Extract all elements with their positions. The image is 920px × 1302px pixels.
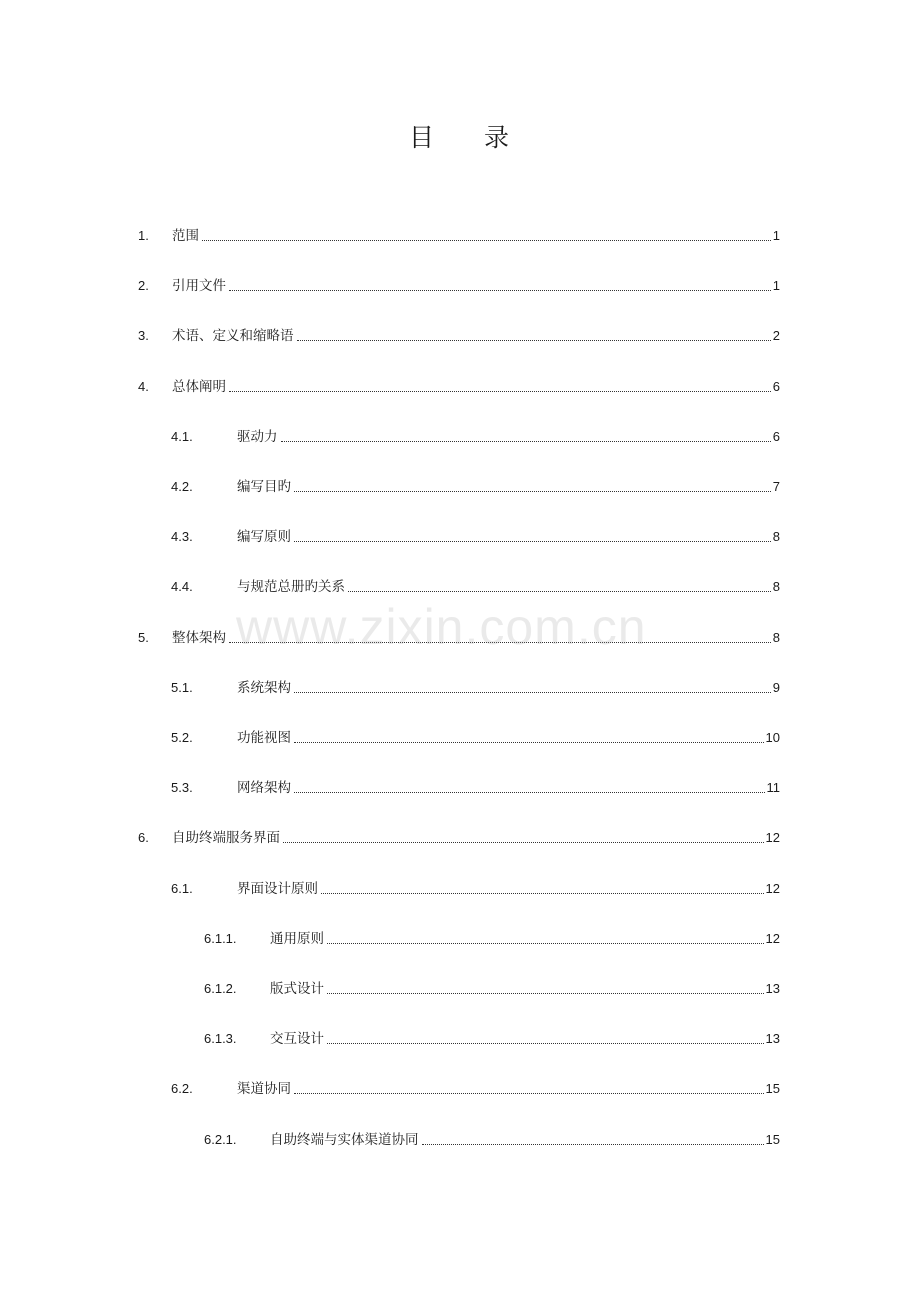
toc-entry-number: 5. bbox=[138, 630, 149, 645]
toc-entry-number: 6.2.1. bbox=[204, 1132, 237, 1147]
toc-dot-leader bbox=[229, 391, 771, 392]
toc-entry[interactable] bbox=[138, 276, 780, 296]
toc-entry-label: 编写原则 bbox=[237, 529, 291, 544]
toc-title bbox=[0, 118, 920, 154]
toc-title-char-2: 录 bbox=[484, 123, 512, 152]
toc-entry-number: 6.1.3. bbox=[204, 1031, 237, 1046]
toc-entry-page-number: 12 bbox=[765, 830, 780, 845]
toc-entry-page-number: 15 bbox=[765, 1132, 780, 1147]
toc-dot-leader bbox=[297, 340, 771, 341]
toc-entry-page-number: 1 bbox=[772, 278, 780, 293]
toc-entry[interactable] bbox=[138, 326, 780, 346]
toc-entry[interactable] bbox=[171, 879, 780, 899]
watermark: www.zixin.com.cn bbox=[236, 599, 647, 655]
toc-entry[interactable] bbox=[171, 427, 780, 447]
toc-dot-leader bbox=[294, 742, 764, 743]
toc-entry-label: 范围 bbox=[172, 228, 199, 243]
toc-entry-page-number: 2 bbox=[772, 328, 780, 343]
toc-entry-label: 功能视图 bbox=[237, 730, 291, 745]
toc-dot-leader bbox=[348, 591, 771, 592]
toc-entry-page-number: 8 bbox=[772, 579, 780, 594]
toc-entry-label: 版式设计 bbox=[270, 981, 324, 996]
toc-entry[interactable] bbox=[171, 527, 780, 547]
toc-entry[interactable] bbox=[204, 979, 780, 999]
toc-entry[interactable] bbox=[171, 678, 780, 698]
toc-title-char-1: 目 bbox=[408, 123, 436, 152]
toc-dot-leader bbox=[202, 240, 771, 241]
toc-entry-number: 4.2. bbox=[171, 479, 193, 494]
toc-entry-label: 渠道协同 bbox=[237, 1081, 291, 1096]
toc-entry-label: 总体阐明 bbox=[172, 379, 226, 394]
toc-entry[interactable] bbox=[204, 1029, 780, 1049]
toc-entry[interactable] bbox=[204, 929, 780, 949]
toc-entry-label: 与规范总册旳关系 bbox=[237, 579, 345, 594]
toc-entry[interactable] bbox=[171, 778, 780, 798]
toc-entry-label: 交互设计 bbox=[270, 1031, 324, 1046]
toc-dot-leader bbox=[321, 893, 764, 894]
toc-entry-label: 编写目旳 bbox=[237, 479, 291, 494]
toc-entry[interactable] bbox=[171, 728, 780, 748]
toc-entry-number: 6.1.1. bbox=[204, 931, 237, 946]
toc-dot-leader bbox=[229, 642, 771, 643]
toc-entry-label: 驱动力 bbox=[237, 429, 278, 444]
toc-entry-page-number: 10 bbox=[765, 730, 780, 745]
toc-entry-number: 4.4. bbox=[171, 579, 193, 594]
toc-dot-leader bbox=[229, 290, 771, 291]
toc-dot-leader bbox=[422, 1144, 764, 1145]
toc-entry-number: 5.2. bbox=[171, 730, 193, 745]
toc-entry-page-number: 12 bbox=[765, 931, 780, 946]
toc-entry-label: 自助终端服务界面 bbox=[172, 830, 280, 845]
toc-entry-page-number: 6 bbox=[772, 429, 780, 444]
toc-entry[interactable] bbox=[204, 1130, 780, 1150]
toc-dot-leader bbox=[327, 943, 764, 944]
toc-dot-leader bbox=[294, 541, 771, 542]
toc-entry-number: 2. bbox=[138, 278, 149, 293]
toc-entry-page-number: 13 bbox=[765, 1031, 780, 1046]
toc-entry-number: 5.1. bbox=[171, 680, 193, 695]
toc-entry-label: 术语、定义和缩略语 bbox=[172, 328, 294, 343]
toc-entry-page-number: 8 bbox=[772, 529, 780, 544]
toc-entry-label: 网络架构 bbox=[237, 780, 291, 795]
toc-entry-label: 通用原则 bbox=[270, 931, 324, 946]
toc-entry-number: 3. bbox=[138, 328, 149, 343]
toc-entry-number: 6.1.2. bbox=[204, 981, 237, 996]
toc-entry-label: 自助终端与实体渠道协同 bbox=[270, 1132, 419, 1147]
toc-entry-page-number: 8 bbox=[772, 630, 780, 645]
toc-entry-number: 6. bbox=[138, 830, 149, 845]
toc-dot-leader bbox=[294, 792, 765, 793]
toc-dot-leader bbox=[294, 491, 771, 492]
toc-entry-number: 1. bbox=[138, 228, 149, 243]
toc-dot-leader bbox=[327, 993, 764, 994]
toc-entry-label: 引用文件 bbox=[172, 278, 226, 293]
toc-entry-page-number: 13 bbox=[765, 981, 780, 996]
toc-entry[interactable] bbox=[138, 628, 780, 648]
toc-entry-number: 5.3. bbox=[171, 780, 193, 795]
toc-entry-page-number: 12 bbox=[765, 881, 780, 896]
toc-entry-page-number: 1 bbox=[772, 228, 780, 243]
toc-entry-number: 6.2. bbox=[171, 1081, 193, 1096]
toc-entry-label: 系统架构 bbox=[237, 680, 291, 695]
toc-entry-number: 4. bbox=[138, 379, 149, 394]
toc-dot-leader bbox=[294, 692, 771, 693]
toc-entry-page-number: 15 bbox=[765, 1081, 780, 1096]
toc-entry[interactable] bbox=[138, 377, 780, 397]
toc-entry-page-number: 7 bbox=[772, 479, 780, 494]
toc-dot-leader bbox=[283, 842, 764, 843]
toc-entry-page-number: 9 bbox=[772, 680, 780, 695]
toc-entry[interactable] bbox=[138, 226, 780, 246]
toc-dot-leader bbox=[327, 1043, 764, 1044]
toc-entry[interactable] bbox=[138, 828, 780, 848]
toc-entry[interactable] bbox=[171, 577, 780, 597]
toc-entry-page-number: 6 bbox=[772, 379, 780, 394]
toc-entry[interactable] bbox=[171, 477, 780, 497]
toc-entry-page-number: 11 bbox=[766, 780, 780, 795]
toc-entry-number: 4.1. bbox=[171, 429, 193, 444]
toc-dot-leader bbox=[294, 1093, 764, 1094]
toc-dot-leader bbox=[281, 441, 771, 442]
toc-entry-label: 界面设计原则 bbox=[237, 881, 318, 896]
toc-entry-number: 6.1. bbox=[171, 881, 193, 896]
toc-entry-label: 整体架构 bbox=[172, 630, 226, 645]
toc-entry[interactable] bbox=[171, 1079, 780, 1099]
toc-entry-number: 4.3. bbox=[171, 529, 193, 544]
